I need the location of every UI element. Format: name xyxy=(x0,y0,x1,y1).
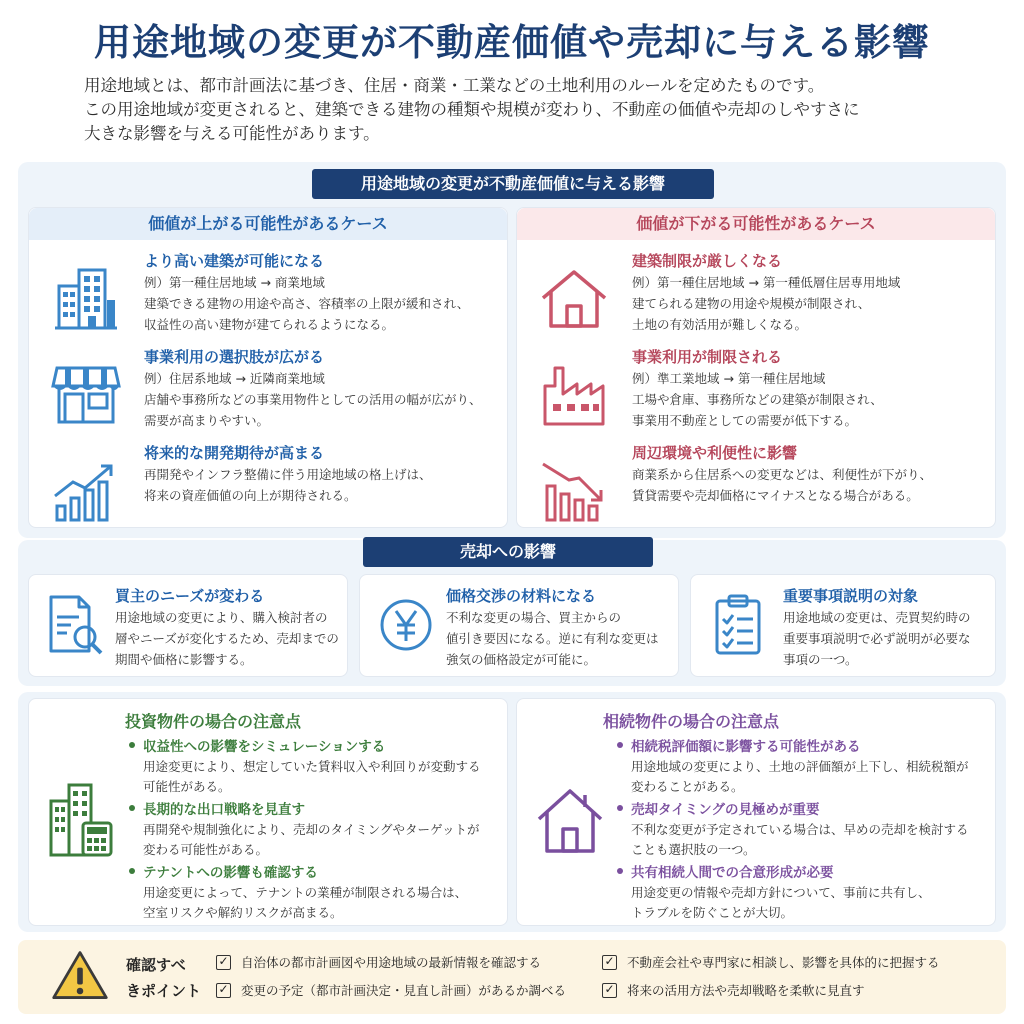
inheritance-title: 相続物件の場合の注意点 xyxy=(603,712,780,731)
item-text: 工場や倉庫、事務所などの建築が制限され、 xyxy=(632,392,883,407)
checklist-item-label: 不動産会社や専門家に相談し、影響を具体的に把握する xyxy=(627,955,940,970)
sale-card-text: 強気の価格設定が可能に。 xyxy=(446,652,597,667)
bullet-text: 再開発や規制強化により、売却のタイミングやターゲットが xyxy=(143,822,480,837)
yen-coin-icon xyxy=(376,593,438,657)
document-search-icon xyxy=(45,593,107,657)
sale-card xyxy=(359,574,679,677)
item-text: 例）住居系地域 → 近隣商業地域 xyxy=(144,371,325,386)
checklist-title-line: 確認すべ xyxy=(126,956,186,974)
sale-card-text: 用途地域の変更により、購入検討者の xyxy=(115,610,328,625)
bullet-text: 用途変更の情報や売却方針について、事前に共有し、 xyxy=(631,885,931,900)
investment-card xyxy=(28,698,508,926)
storefront-icon xyxy=(51,360,121,430)
value-down-item xyxy=(517,442,995,522)
bullet-text: 可能性がある。 xyxy=(143,779,231,794)
checklist-item[interactable] xyxy=(602,982,865,1000)
item-text: 将来の資産価値の向上が期待される。 xyxy=(144,488,357,503)
bullet-title: 売却タイミングの見極めが重要 xyxy=(631,802,820,818)
value-down-item xyxy=(517,250,995,340)
item-text: 需要が高まりやすい。 xyxy=(144,413,270,428)
item-title: より高い建築が可能になる xyxy=(144,252,325,270)
item-text: 土地の有効活用が難しくなる。 xyxy=(632,317,808,332)
page-title: 用途地域の変更が不動産価値や売却に与える影響 xyxy=(94,21,930,64)
sale-card-text: 層やニーズが変化するため、売却までの xyxy=(115,631,339,646)
item-title: 周辺環境や利便性に影響 xyxy=(632,444,798,462)
clipboard-checklist-icon xyxy=(709,593,771,657)
sale-impact-banner: 売却への影響 xyxy=(363,537,653,567)
checklist-item-label: 将来の活用方法や売却戦略を柔軟に見直す xyxy=(627,983,865,998)
item-text: 収益性の高い建物が建てられるようになる。 xyxy=(144,317,395,332)
item-text: 店舗や事務所などの事業用物件としての活用の幅が広がり、 xyxy=(144,392,482,407)
item-title: 事業利用が制限される xyxy=(632,348,783,366)
checklist-item[interactable] xyxy=(216,982,566,1000)
checklist-panel xyxy=(18,940,1006,1014)
buildings-calculator-icon xyxy=(47,779,117,859)
sale-card xyxy=(690,574,996,677)
value-up-item xyxy=(29,442,507,522)
checkbox-checked-icon[interactable]: ✓ xyxy=(216,983,231,998)
item-text: 事業用不動産としての需要が低下する。 xyxy=(632,413,858,428)
sale-card-text: 期間や価格に影響する。 xyxy=(115,652,253,667)
value-up-item xyxy=(29,250,507,340)
investment-title: 投資物件の場合の注意点 xyxy=(125,712,302,731)
sale-card-title: 価格交渉の材料になる xyxy=(446,587,597,605)
intro-line: 用途地域とは、都市計画法に基づき、住居・商業・工業などの土地利用のルールを定めたものです。 xyxy=(84,76,825,95)
value-down-heading: 価値が下がる可能性があるケース xyxy=(517,208,995,240)
item-text: 例）第一種住居地域 → 第一種低層住居専用地域 xyxy=(632,275,901,290)
item-title: 事業利用の選択肢が広がる xyxy=(144,348,325,366)
sale-card-text: 不利な変更の場合、買主からの xyxy=(446,610,622,625)
item-text: 例）第一種住居地域 → 商業地域 xyxy=(144,275,325,290)
bullet-title: 相続税評価額に影響する可能性がある xyxy=(631,739,861,755)
bullet-text: 用途変更によって、テナントの業種が制限される場合は、 xyxy=(143,885,468,900)
inheritance-bullet xyxy=(617,737,969,797)
investment-bullet xyxy=(129,863,481,923)
bullet-title: 長期的な出口戦略を見直す xyxy=(143,802,305,818)
house-outline-icon xyxy=(535,781,605,861)
checkbox-checked-icon[interactable]: ✓ xyxy=(602,955,617,970)
value-down-item xyxy=(517,346,995,436)
item-text: 商業系から住居系への変更などは、利便性が下がり、 xyxy=(632,467,933,482)
sale-card-title: 買主のニーズが変わる xyxy=(115,587,265,605)
item-text: 例）準工業地域 → 第一種住居地域 xyxy=(632,371,826,386)
bullet-text: 空室リスクや解約リスクが高まる。 xyxy=(143,905,343,920)
bullet-title: 共有相続人間での合意形成が必要 xyxy=(631,865,834,881)
house-icon xyxy=(539,264,609,334)
checkbox-checked-icon[interactable]: ✓ xyxy=(216,955,231,970)
checklist-item-label: 自治体の都市計画図や用途地域の最新情報を確認する xyxy=(241,955,542,970)
bullet-dot xyxy=(617,742,623,748)
office-building-icon xyxy=(51,264,121,334)
falling-chart-icon xyxy=(539,456,609,526)
investment-bullet xyxy=(129,800,481,860)
bullet-text: 用途地域の変更により、土地の評価額が上下し、相続税額が xyxy=(631,759,969,774)
bullet-dot xyxy=(129,805,135,811)
sale-card-text: 値引き要因になる。逆に有利な変更は xyxy=(446,631,659,646)
rising-chart-icon xyxy=(51,456,121,526)
intro-line: この用途地域が変更されると、建築できる建物の種類や規模が変わり、不動産の価値や売却のしやすさに xyxy=(84,100,860,119)
value-up-heading: 価値が上がる可能性があるケース xyxy=(29,208,507,240)
intro-line: 大きな影響を与える可能性があります。 xyxy=(84,124,380,143)
value-impact-banner: 用途地域の変更が不動産価値に与える影響 xyxy=(312,169,714,199)
bullet-dot xyxy=(617,868,623,874)
bullet-text: 不利な変更が予定されている場合は、早めの売却を検討する xyxy=(631,822,969,837)
factory-icon xyxy=(539,360,609,430)
sale-card xyxy=(28,574,348,677)
bullet-title: テナントへの影響も確認する xyxy=(143,865,318,881)
bullet-dot xyxy=(617,805,623,811)
item-text: 建てられる建物の用途や規模が制限され、 xyxy=(632,296,871,311)
bullet-text: 用途変更により、想定していた賃料収入や利回りが変動する xyxy=(143,759,481,774)
item-text: 再開発やインフラ整備に伴う用途地域の格上げは、 xyxy=(144,467,432,482)
sale-card-text: 用途地域の変更は、売買契約時の xyxy=(783,610,971,625)
item-text: 建築できる建物の用途や高さ、容積率の上限が緩和され、 xyxy=(144,296,470,311)
value-down-card xyxy=(516,207,996,528)
checklist-item-label: 変更の予定（都市計画決定・見直し計画）があるか調べる xyxy=(241,983,567,998)
checklist-title-line: きポイント xyxy=(126,982,202,1000)
checkbox-checked-icon[interactable]: ✓ xyxy=(602,983,617,998)
sale-card-text: 事項の一つ。 xyxy=(783,652,858,667)
bullet-text: 変わる可能性がある。 xyxy=(143,842,269,857)
bullet-text: 変わることがある。 xyxy=(631,779,744,794)
checklist-item[interactable] xyxy=(602,954,940,972)
investment-bullet xyxy=(129,737,481,797)
checklist-item[interactable] xyxy=(216,954,541,972)
item-title: 建築制限が厳しくなる xyxy=(632,252,783,270)
bullet-text: トラブルを防ぐことが大切。 xyxy=(631,905,794,920)
bullet-text: ことも選択肢の一つ。 xyxy=(631,842,756,857)
warning-icon xyxy=(50,948,110,1004)
checklist-title xyxy=(126,952,201,1004)
bullet-dot xyxy=(129,742,135,748)
inheritance-bullet xyxy=(617,800,969,860)
value-up-item xyxy=(29,346,507,436)
sale-card-text: 重要事項説明で必ず説明が必要な xyxy=(783,631,971,646)
inheritance-card xyxy=(516,698,996,926)
inheritance-bullet xyxy=(617,863,969,923)
intro-text xyxy=(84,74,984,146)
value-up-card xyxy=(28,207,508,528)
bullet-title: 収益性への影響をシミュレーションする xyxy=(143,739,386,755)
item-text: 賃貸需要や売却価格にマイナスとなる場合がある。 xyxy=(632,488,919,503)
bullet-dot xyxy=(129,868,135,874)
sale-card-title: 重要事項説明の対象 xyxy=(783,587,919,605)
item-title: 将来的な開発期待が高まる xyxy=(144,444,325,462)
